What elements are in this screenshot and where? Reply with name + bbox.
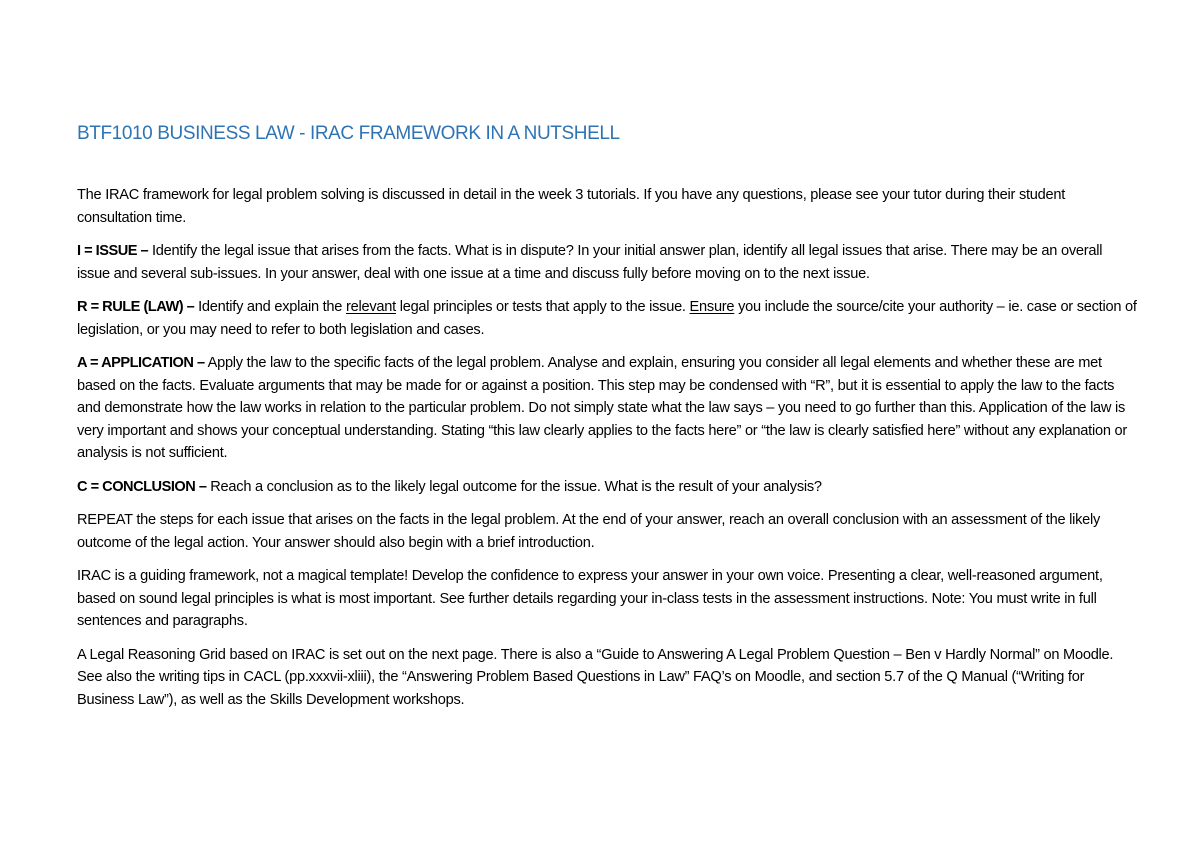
application-paragraph	[77, 352, 1137, 465]
rule-heading: R = RULE (LAW) –	[77, 299, 195, 315]
rule-text-2: legal principles or tests that apply to the issue.	[395, 299, 690, 315]
conclusion-paragraph	[77, 476, 1137, 499]
application-text: Apply the law to the specific facts of the legal problem. Analyse and explain, ensuring you consider all legal elements and whether these are met based on the facts. Evaluate arguments that may be made for or against a position. This step may be condensed with “R”, but it is essential to apply the law to the facts and demonstrate how the law works in relation to the particular problem. Do not simply state what the law says – you need to go further than this. Application of the law is very important and shows your conceptual understanding. Stating “this law clearly applies to the facts here” or “the law is clearly satisfied here” without any explanation or analysis is not sufficient.	[77, 355, 1127, 461]
intro-paragraph: The IRAC framework for legal problem solving is discussed in detail in the week 3 tutorials. If you have any questions, please see your tutor during their student consultation time.	[77, 187, 1066, 226]
rule-underline-relevant: relevant	[345, 299, 396, 315]
conclusion-heading: C = CONCLUSION –	[77, 478, 207, 495]
legal-reasoning-grid-paragraph: A Legal Reasoning Grid based on IRAC is set out on the next page. There is also a “Guide to Answering A Legal Problem Question – Ben v Hardly Normal” on Moodle. See also the writing tips in CACL (pp.xxxvii-xliii), the “Answering Problem Based Questions in Law” FAQ’s on Moodle, and section 5.7 of the Q Manual (“Writing for Business Law”), as well as the Skills Development workshops.	[77, 646, 1114, 708]
issue-paragraph	[77, 240, 1137, 285]
conclusion-text: Reach a conclusion as to the likely legal outcome for the issue. What is the result of your analysis?	[206, 478, 822, 495]
application-heading: A = APPLICATION –	[77, 355, 205, 371]
rule-text-1: Identify and explain the	[194, 299, 346, 315]
issue-text: Identify the legal issue that arises from the facts. What is in dispute? In your initial answer plan, identify all legal issues that arise. There may be an overall issue and several sub-issues. In your answer, deal with one issue at a time and discuss fully before moving on to the next issue.	[77, 243, 1103, 282]
issue-heading: I = ISSUE –	[77, 243, 149, 259]
guiding-framework-paragraph: IRAC is a guiding framework, not a magical template! Develop the confidence to express your answer in your own voice. Presenting a clear, well-reasoned argument, based on sound legal principles is what is most important. See further details regarding your in-class tests in the assessment instructions. Note: You must write in full sentences and paragraphs.	[77, 568, 1103, 629]
document-body	[77, 184, 1137, 722]
rule-underline-ensure: Ensure	[689, 299, 735, 315]
document-title: BTF1010 BUSINESS LAW - IRAC FRAMEWORK IN A NUTSHELL	[77, 123, 620, 144]
rule-paragraph	[77, 296, 1137, 341]
rule-text-3: you include the source/cite your authority – ie. case or section of legislation, or you may need to refer to both legislation and cases.	[77, 299, 1137, 338]
repeat-paragraph: REPEAT the steps for each issue that arises on the facts in the legal problem. At the end of your answer, reach an overall conclusion with an assessment of the likely outcome of the legal action. Your answer should also begin with a brief introduction.	[77, 512, 1101, 551]
